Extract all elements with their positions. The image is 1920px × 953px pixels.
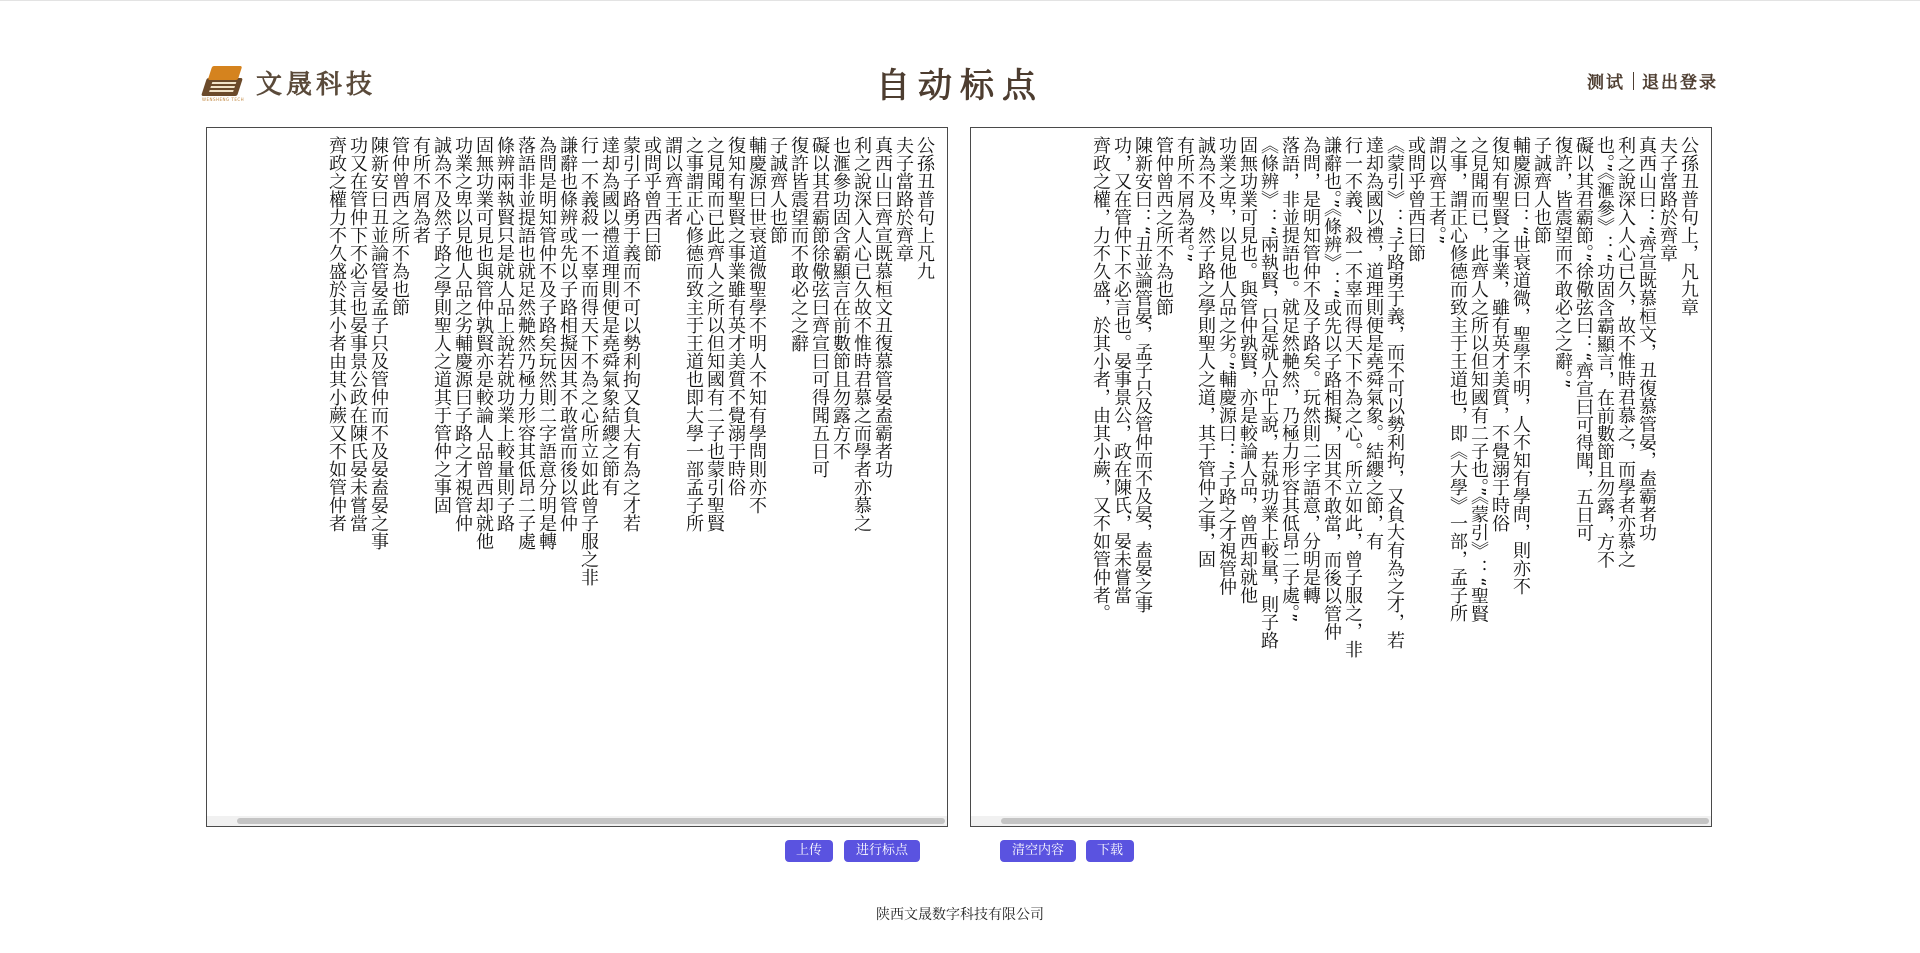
input-scrollbar-thumb[interactable] <box>237 818 945 824</box>
output-text-panel[interactable] <box>970 127 1712 827</box>
user-nav <box>1587 68 1718 93</box>
output-scrollbar-thumb[interactable] <box>1001 818 1709 824</box>
logo-subtitle: WENSHENG TECH <box>202 97 245 102</box>
download-button[interactable]: 下载 <box>1086 840 1134 862</box>
top-border <box>0 0 1920 1</box>
input-text-content[interactable]: 公孫丑普句上凡九 夫子當路於齊章 真西山曰齊宣既慕桓文丑復慕管晏盍霸者功 利之說深入人心已久故不惟時君慕之而學者亦慕之 也滙參功固含霸顯言在前數節且勿露方不 礙以其君霸節徐儆弦曰齊宣曰可得聞五日可 復許皆震望而不敢必之之辭 子誠齊人也節 輔慶源曰世衰道微聖學不明人不知有學問則亦不 復知有聖賢之事業雖有英才美質不覺溺于時俗 之見聞而已此齊人之所以但知國有二子也蒙引聖賢 之事謂正心修德而致主于王道也即大學一部孟子所 謂以齊王者 或問乎曾西曰節 蒙引子路勇于義而不可以勢利拘又負大有為之才若 達却為國以禮道理則便是堯舜氣象結纓之節有 行一不義殺一不辜而得天下不為之心所立如此曾子服之非 謙辭也條辨或先以子路相擬因其不敢當而後以管仲 為問是明知管仲不及子路矣玩然則二字語意分明是轉 落語非並提語也就足然艴然乃極力形容其低昂二子處 條辨兩執賢只是就人品上說若就功業上較量則子路 固無功業可見也與管仲孰賢亦是較論人品曾西却就他 功業之卑以見他人品之劣輔慶源曰子路之才視管仲 誠為不及然子路之學則聖人之道其于管仲之事固 有所不屑為者 管仲曾西之所不為也節 陳新安曰丑並論管晏孟子只及管仲而不及晏盍晏之事 功又在管仲下不必言也晏事景公政在陳氏晏未嘗當 齊政之權力不久盛於其小者由其小蕨又不如管仲者 <box>326 136 935 586</box>
logout-link[interactable]: 退出登录 <box>1642 73 1718 93</box>
upload-button[interactable]: 上传 <box>785 840 833 862</box>
nav-divider <box>1633 72 1634 90</box>
footer-company: 陕西文晟数字科技有限公司 <box>876 907 1044 923</box>
punctuate-button[interactable]: 进行标点 <box>844 840 920 862</box>
clear-button[interactable]: 清空内容 <box>1000 840 1076 862</box>
output-horizontal-scrollbar[interactable] <box>971 816 1711 826</box>
brand-name: 文晟科技 <box>256 69 377 100</box>
user-name-link[interactable]: 测试 <box>1587 73 1625 93</box>
input-text-panel[interactable] <box>206 127 948 827</box>
input-horizontal-scrollbar[interactable] <box>207 816 947 826</box>
page-title: 自动标点 <box>876 66 1044 106</box>
output-text-content[interactable]: 公孫丑普句上，凡九章 夫子當路於齊章 真西山曰：“齊宣既慕桓文，丑復慕管晏，盍霸者功 利之說深入人心已久，故不惟時君慕之，而學者亦慕之 也。”《滙參》：“功固含霸顯言，在前數節且勿露，方不 礙以其君霸節。”徐儆弦曰：“齊宣曰可得聞，五日可 復許，皆震望而不敢必之之辭。” 子誠齊人也節 輔慶源曰：“世衰道微，聖學不明，人不知有學問，則亦不 復知有聖賢之事業，雖有英才美質，不覺溺于時俗 之見聞而已，此齊人之所以但知國有二子也。”《蒙引》：“聖賢 之事，謂正心修德而致主于王道也，即《大學》一部，孟子所 謂以齊王者。” 或問乎曾西曰節 《蒙引》：“子路勇于義，而不可以勢利拘，又負大有為之才，若 達却為國以禮，道理則便是堯舜氣象。結纓之節，有 行一不義、殺一不辜而得天下不為之心。所立如此，曾子服之，非 謙辭也。”《條辨》：“或先以子路相擬，因其不敢當，而後以管仲 為問，是明知管仲不及子路矣。玩然則二字語意，分明是轉 落語，非並提語也。就足然艴然，乃極力形容其低昂二子處。” 《條辨》：“兩執賢，只是就人品上說，若就功業上較量，則子路 固無功業可見也。與管仲孰賢，亦是較論人品，曾西却就他 功業之卑，以見他人品之劣。”輔慶源曰：“子路之才視管仲 誠為不及，然子路之學則聖人之道，其于管仲之事，固 有所不屑為者。” 管仲曾西之所不為也節 陳新安曰：“丑並論管晏，孟子只及管仲而不及晏，盍晏之事 功，又在管仲下不必言也。晏事景公，政在陳氏，晏未嘗當 齊政之權，力不久盛，於其小者，由其小蕨，又不如管仲者。 <box>1090 136 1699 658</box>
